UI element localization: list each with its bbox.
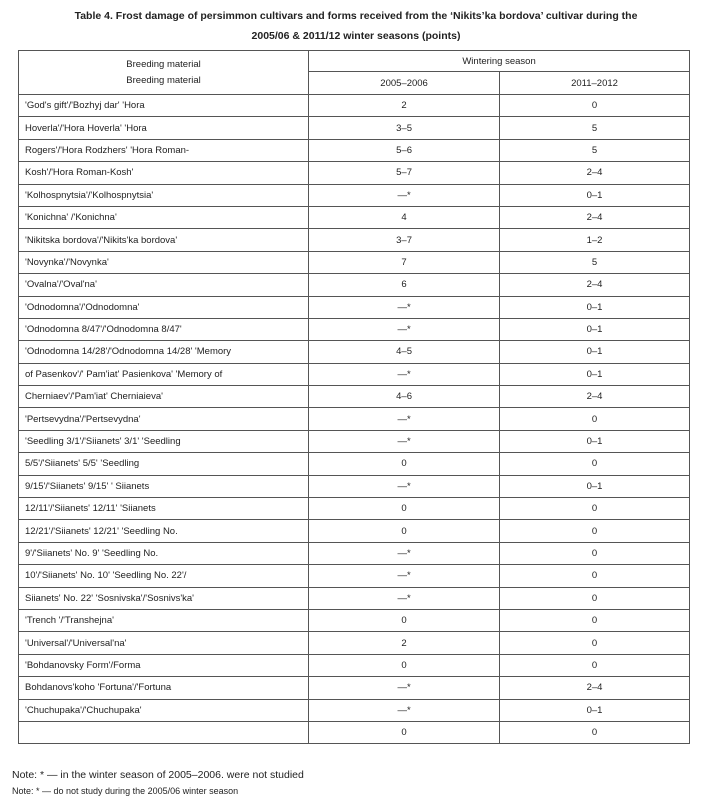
- cultivar-name-cell: Siianets' No. 22' 'Sosnivska'/'Sosnivs'ka': [19, 587, 309, 609]
- cultivar-name-cell: 'God's gift'/'Bozhyj dar' 'Hora: [19, 95, 309, 117]
- table-row: [19, 654, 690, 676]
- header-year-2011-2012: 2011–2012: [500, 72, 690, 95]
- cultivar-name-cell: 'Chuchupaka'/'Chuchupaka': [19, 699, 309, 721]
- table-row: [19, 341, 690, 363]
- value-2011-2012-cell: 0: [500, 542, 690, 564]
- table-row: [19, 565, 690, 587]
- table-row: [19, 318, 690, 340]
- cultivar-name-cell: 'Ovalna'/'Oval'na': [19, 274, 309, 296]
- value-2011-2012-cell: 0: [500, 498, 690, 520]
- table-row: [19, 95, 690, 117]
- table-row: [19, 632, 690, 654]
- value-2005-2006-cell: —*: [309, 565, 500, 587]
- cultivar-name-cell: 12/11'/'Siianets' 12/11' 'Siianets: [19, 498, 309, 520]
- value-2005-2006-cell: —*: [309, 699, 500, 721]
- cultivar-name-cell: 9'/'Siianets' No. 9' 'Seedling No.: [19, 542, 309, 564]
- value-2011-2012-cell: 0–1: [500, 184, 690, 206]
- value-2005-2006-cell: 5–6: [309, 139, 500, 161]
- frost-damage-table: [18, 50, 690, 744]
- value-2005-2006-cell: —*: [309, 430, 500, 452]
- value-2005-2006-cell: 5–7: [309, 162, 500, 184]
- value-2005-2006-cell: 3–7: [309, 229, 500, 251]
- cultivar-name-cell: 'Odnodomna 8/47'/'Odnodomna 8/47': [19, 318, 309, 340]
- header-wintering-season: Wintering season: [309, 51, 690, 72]
- value-2005-2006-cell: 0: [309, 609, 500, 631]
- value-2005-2006-cell: 4–5: [309, 341, 500, 363]
- table-row: [19, 274, 690, 296]
- value-2005-2006-cell: —*: [309, 677, 500, 699]
- table-row: [19, 139, 690, 161]
- cultivar-name-cell: 'Trench '/'Transhejna': [19, 609, 309, 631]
- value-2005-2006-cell: 0: [309, 721, 500, 743]
- value-2005-2006-cell: —*: [309, 587, 500, 609]
- value-2011-2012-cell: 0: [500, 632, 690, 654]
- value-2005-2006-cell: —*: [309, 363, 500, 385]
- value-2005-2006-cell: 3–5: [309, 117, 500, 139]
- value-2011-2012-cell: 2–4: [500, 206, 690, 228]
- value-2011-2012-cell: 0: [500, 721, 690, 743]
- value-2011-2012-cell: 1–2: [500, 229, 690, 251]
- table-row: [19, 453, 690, 475]
- cultivar-name-cell: 'Nikitska bordova'/'Nikits'ka bordova': [19, 229, 309, 251]
- value-2011-2012-cell: 0–1: [500, 341, 690, 363]
- footnote-2: Note: * — do not study during the 2005/06 winter season: [12, 786, 239, 796]
- table-row: [19, 699, 690, 721]
- value-2011-2012-cell: 0–1: [500, 475, 690, 497]
- value-2005-2006-cell: 0: [309, 498, 500, 520]
- value-2011-2012-cell: 0: [500, 609, 690, 631]
- cultivar-name-cell: 'Konichna' /'Konichna': [19, 206, 309, 228]
- table-row: [19, 408, 690, 430]
- table-row: [19, 386, 690, 408]
- table-row: [19, 251, 690, 273]
- value-2011-2012-cell: 0–1: [500, 318, 690, 340]
- value-2005-2006-cell: 4–6: [309, 386, 500, 408]
- cultivar-name-cell: 'Odnodomna 14/28'/'Odnodomna 14/28' 'Memory: [19, 341, 309, 363]
- table-row: [19, 430, 690, 452]
- table-row: [19, 520, 690, 542]
- value-2005-2006-cell: 2: [309, 95, 500, 117]
- value-2005-2006-cell: 0: [309, 520, 500, 542]
- value-2011-2012-cell: 5: [500, 139, 690, 161]
- value-2005-2006-cell: —*: [309, 184, 500, 206]
- header-breeding-material: [19, 51, 309, 95]
- value-2011-2012-cell: 0: [500, 587, 690, 609]
- cultivar-name-cell: 9/15'/'Siianets' 9/15' ' Siianets: [19, 475, 309, 497]
- cultivar-name-cell: 'Odnodomna'/'Odnodomna': [19, 296, 309, 318]
- header-year-2005-2006: 2005–2006: [309, 72, 500, 95]
- value-2011-2012-cell: 0–1: [500, 296, 690, 318]
- table-row: [19, 587, 690, 609]
- table-row: [19, 542, 690, 564]
- value-2011-2012-cell: 0–1: [500, 699, 690, 721]
- table-row: [19, 184, 690, 206]
- value-2005-2006-cell: 7: [309, 251, 500, 273]
- table-row: [19, 229, 690, 251]
- value-2011-2012-cell: 2–4: [500, 162, 690, 184]
- cultivar-name-cell: Bohdanovs'koho 'Fortuna'/'Fortuna: [19, 677, 309, 699]
- cultivar-name-cell: 'Universal'/'Universal'na': [19, 632, 309, 654]
- cultivar-name-cell: 'Seedling 3/1'/'Siianets' 3/1' 'Seedling: [19, 430, 309, 452]
- value-2011-2012-cell: 2–4: [500, 386, 690, 408]
- cultivar-name-cell: Rogers'/'Hora Rodzhers' 'Hora Roman-: [19, 139, 309, 161]
- table-caption: [0, 6, 712, 46]
- table-row: [19, 498, 690, 520]
- table-row: [19, 475, 690, 497]
- value-2011-2012-cell: 0: [500, 565, 690, 587]
- cultivar-name-cell: Kosh'/'Hora Roman-Kosh': [19, 162, 309, 184]
- value-2005-2006-cell: —*: [309, 475, 500, 497]
- value-2011-2012-cell: 2–4: [500, 274, 690, 296]
- value-2005-2006-cell: 2: [309, 632, 500, 654]
- cultivar-name-cell: of Pasenkov'/' Pam'iat' Pasienkova' 'Memory of: [19, 363, 309, 385]
- value-2005-2006-cell: 0: [309, 453, 500, 475]
- cultivar-name-cell: Hoverla'/'Hora Hoverla' 'Hora: [19, 117, 309, 139]
- cultivar-name-cell: 'Pertsevydna'/'Pertsevydna': [19, 408, 309, 430]
- header-row-1: [19, 51, 690, 72]
- value-2005-2006-cell: 4: [309, 206, 500, 228]
- value-2005-2006-cell: —*: [309, 542, 500, 564]
- value-2005-2006-cell: 6: [309, 274, 500, 296]
- table-row: [19, 117, 690, 139]
- footnote-1: Note: * — in the winter season of 2005–2006. were not studied: [12, 769, 304, 781]
- value-2011-2012-cell: 0: [500, 520, 690, 542]
- value-2005-2006-cell: —*: [309, 296, 500, 318]
- value-2011-2012-cell: 0: [500, 654, 690, 676]
- cultivar-name-cell: 5/5'/'Siianets' 5/5' 'Seedling: [19, 453, 309, 475]
- table-row: [19, 721, 690, 743]
- value-2005-2006-cell: 0: [309, 654, 500, 676]
- caption-line-2: 2005/06 & 2011/12 winter seasons (points): [251, 30, 461, 42]
- value-2011-2012-cell: 0–1: [500, 363, 690, 385]
- table-row: [19, 363, 690, 385]
- header-breeding-material-line-2: Breeding material: [126, 74, 201, 86]
- value-2011-2012-cell: 5: [500, 117, 690, 139]
- cultivar-name-cell: Cherniaev'/'Pam'iat' Cherniaieva': [19, 386, 309, 408]
- cultivar-name-cell: 'Novynka'/'Novynka': [19, 251, 309, 273]
- value-2005-2006-cell: —*: [309, 408, 500, 430]
- cultivar-name-cell: [19, 721, 309, 743]
- table-row: [19, 162, 690, 184]
- cultivar-name-cell: 'Bohdanovsky Form'/Forma: [19, 654, 309, 676]
- value-2011-2012-cell: 0: [500, 95, 690, 117]
- cultivar-name-cell: 12/21'/'Siianets' 12/21' 'Seedling No.: [19, 520, 309, 542]
- cultivar-name-cell: 'Kolhospnytsia'/'Kolhospnytsia': [19, 184, 309, 206]
- header-breeding-material-line-1: Breeding material: [126, 58, 201, 70]
- cultivar-name-cell: 10'/'Siianets' No. 10' 'Seedling No. 22'/: [19, 565, 309, 587]
- value-2011-2012-cell: 0: [500, 453, 690, 475]
- table-row: [19, 206, 690, 228]
- value-2011-2012-cell: 0: [500, 408, 690, 430]
- table-row: [19, 296, 690, 318]
- table-row: [19, 609, 690, 631]
- table-row: [19, 677, 690, 699]
- value-2005-2006-cell: —*: [309, 318, 500, 340]
- value-2011-2012-cell: 2–4: [500, 677, 690, 699]
- value-2011-2012-cell: 0–1: [500, 430, 690, 452]
- value-2011-2012-cell: 5: [500, 251, 690, 273]
- caption-line-1: Table 4. Frost damage of persimmon cultivars and forms received from the ‘Nikits’ka bordova’ cultivar during the: [74, 10, 638, 22]
